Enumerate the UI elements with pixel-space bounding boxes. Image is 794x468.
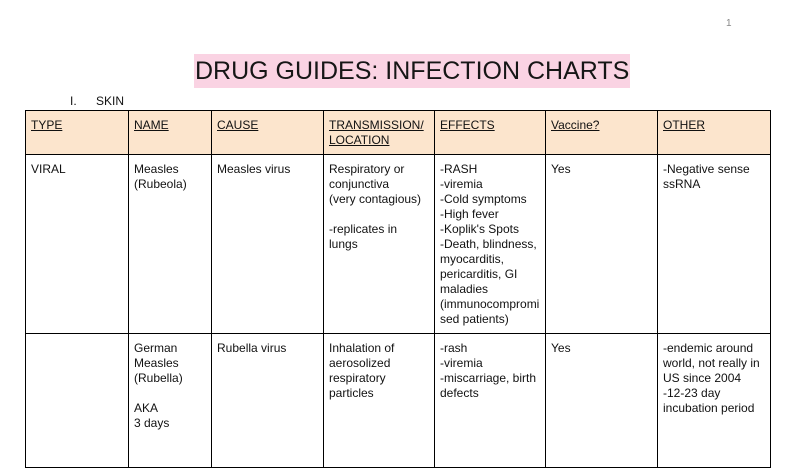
cell-vaccine: Yes bbox=[546, 155, 658, 334]
table-row bbox=[26, 334, 771, 468]
section-heading bbox=[70, 94, 124, 108]
cell-type: VIRAL bbox=[26, 155, 129, 334]
cell-effects: -rash -viremia -miscarriage, birth defects bbox=[435, 334, 546, 468]
section-label: SKIN bbox=[96, 94, 125, 108]
cell-transmission: Respiratory or conjunctiva (very contagious) -replicates in lungs bbox=[324, 155, 435, 334]
header-cause: CAUSE bbox=[212, 111, 324, 155]
cell-name: German Measles (Rubella) AKA 3 days bbox=[129, 334, 212, 468]
header-effects: EFFECTS bbox=[435, 111, 546, 155]
cell-other: -Negative sense ssRNA bbox=[658, 155, 771, 334]
header-name: NAME bbox=[129, 111, 212, 155]
page-title: DRUG GUIDES: INFECTION CHARTS bbox=[194, 54, 630, 88]
header-other: OTHER bbox=[658, 111, 771, 155]
cell-type bbox=[26, 334, 129, 468]
table-row bbox=[26, 155, 771, 334]
infection-chart-table bbox=[25, 110, 771, 468]
cell-effects: -RASH -viremia -Cold symptoms -High fever -Koplik's Spots -Death, blindness, myocarditis, pericarditis, GI maladies (immunocompromi sed patients) bbox=[435, 155, 546, 334]
section-number: I. bbox=[70, 94, 77, 108]
cell-vaccine: Yes bbox=[546, 334, 658, 468]
cell-transmission: Inhalation of aerosolized respiratory particles bbox=[324, 334, 435, 468]
table-header-row bbox=[26, 111, 771, 155]
header-vaccine: Vaccine? bbox=[546, 111, 658, 155]
cell-cause: Rubella virus bbox=[212, 334, 324, 468]
cell-cause: Measles virus bbox=[212, 155, 324, 334]
cell-other: -endemic around world, not really in US since 2004 -12-23 day incubation period bbox=[658, 334, 771, 468]
header-type: TYPE bbox=[26, 111, 129, 155]
header-transmission: TRANSMISSION/ LOCATION bbox=[324, 111, 435, 155]
page-number: 1 bbox=[726, 18, 732, 29]
cell-name: Measles (Rubeola) bbox=[129, 155, 212, 334]
